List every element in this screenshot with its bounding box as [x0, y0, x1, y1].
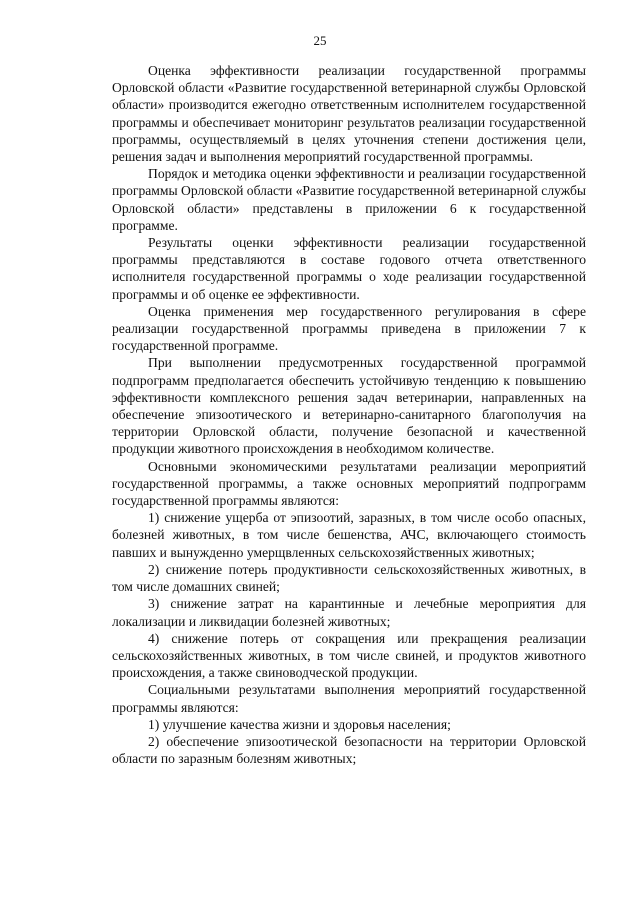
document-body [112, 62, 586, 767]
list-item-economic-4: 4) снижение потерь от сокращения или прекращения реализации сельскохозяйственных животных, в том числе свиней, и продуктов животного происхождения, а также свиноводческой продукции. [112, 630, 586, 681]
page-number: 25 [313, 33, 327, 48]
list-item-economic-2: 2) снижение потерь продуктивности сельскохозяйственных животных, в том числе домашних свиней; [112, 561, 586, 595]
paragraph-subprograms: При выполнении предусмотренных государственной программой подпрограмм предполагается обеспечить устойчивую тенденцию к повышению эффективности комплексного решения задач ветеринарии, направленных на обеспечение эпизоотического и ветеринарно-санитарного благополучия на территории Орловской области, получение безопасной и качественной продукции животного происхождения в необходимом количестве. [112, 355, 586, 457]
paragraph-economic-results: Основными экономическими результатами реализации мероприятий государственной программы, а также основных мероприятий подпрограмм государственной программы являются: [112, 458, 586, 509]
paragraph-regulation-measures: Оценка применения мер государственного регулирования в сфере реализации государственной программы приведена в приложении 7 к государственной программе. [112, 303, 586, 354]
paragraph-methodology: Порядок и методика оценки эффективности и реализации государственной программы Орловской области «Развитие государственной ветеринарной службы Орловской области» представлены в приложении 6 к государственной программе. [112, 166, 586, 233]
list-item-economic-1: 1) снижение ущерба от эпизоотий, заразных, в том числе особо опасных, болезней животных, в том числе бешенства, АЧС, включающего стоимость павших и вынужденно умерщвленных сельскохозяйственных животных; [112, 510, 586, 560]
list-item-economic-3: 3) снижение затрат на карантинные и лечебные мероприятия для локализации и ликвидации болезней животных; [112, 596, 586, 629]
list-item-social-1: 1) улучшение качества жизни и здоровья населения; [148, 716, 451, 732]
paragraph-results-report: Результаты оценки эффективности реализации государственной программы представляются в составе годового отчета ответственного исполнителя государственной программы о ходе реализации государственной программы и об оценке ее эффективности. [112, 235, 586, 302]
list-item-social-2: 2) обеспечение эпизоотической безопасности на территории Орловской области по заразным болезням животных; [112, 733, 586, 767]
paragraph-social-results: Социальными результатами выполнения мероприятий государственной программы являются: [112, 682, 586, 715]
paragraph-evaluation: Оценка эффективности реализации государственной программы Орловской области «Развитие государственной ветеринарной службы Орловской области» производится ежегодно ответственным исполнителем государственной программы и обеспечивает мониторинг результатов реализации государственной программы, осуществляемый в целях уточнения степени достижения цели, решения задач и выполнения мероприятий государственной программы. [112, 63, 586, 165]
